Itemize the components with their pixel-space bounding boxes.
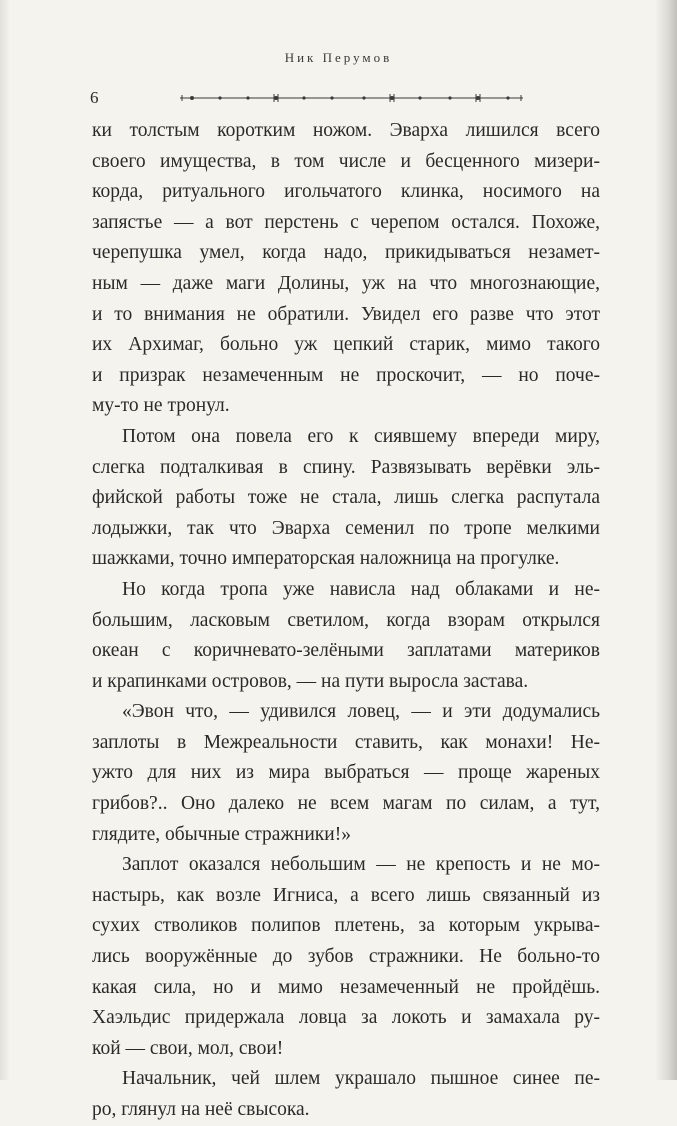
text-line: своего имущества, в том числе и бесценного мизери- bbox=[92, 150, 600, 172]
text-line: корда, ритуального игольчатого клинка, носимого на bbox=[92, 181, 600, 203]
text-line: Но когда тропа уже нависла над облаками и не- bbox=[122, 578, 600, 600]
text-line: их Архимаг, больно уж цепкий старик, мимо такого bbox=[92, 334, 600, 356]
text-line: Хаэльдис придержала ловца за локоть и замахала ру- bbox=[92, 1007, 600, 1029]
text-line: шажками, точно императорская наложница на прогулке. bbox=[92, 548, 560, 570]
running-head-author: Ник Перумов bbox=[284, 50, 393, 65]
text-line: и то внимания не обратили. Увидел его разве что этот bbox=[92, 303, 600, 325]
text-line: настырь, как возле Игниса, а всего лишь связанный из bbox=[92, 884, 600, 906]
text-line: ным — даже маги Долины, уж на что многознающие, bbox=[92, 272, 600, 294]
text-line: какая сила, но и мимо незамеченный не пройдёшь. bbox=[92, 976, 600, 998]
text-line: Начальник, чей шлем украшало пышное синее пе- bbox=[122, 1068, 600, 1090]
text-line: запястье — а вот перстень с черепом остался. Похоже, bbox=[92, 211, 600, 233]
text-line: лодыжки, так что Эварха семенил по тропе мелкими bbox=[92, 517, 600, 539]
text-line: черепушка умел, когда надо, прикидываться незамет- bbox=[92, 242, 600, 264]
paragraph bbox=[92, 850, 600, 1064]
text-line: фийской работы тоже не стала, лишь слегка распутала bbox=[92, 487, 600, 509]
text-line: ужто для них из мира выбраться — проще жареных bbox=[92, 762, 600, 784]
paragraph bbox=[92, 116, 600, 422]
text-line: му-то не тронул. bbox=[92, 395, 230, 417]
paragraph bbox=[92, 422, 600, 575]
paragraph bbox=[92, 697, 600, 850]
page-edge-right bbox=[655, 0, 677, 1080]
text-line: «Эвон что, — удивился ловец, — и эти додумались bbox=[122, 701, 600, 723]
text-line: Потом она повела его к сиявшему впереди миру, bbox=[122, 425, 600, 447]
paragraph bbox=[92, 1064, 600, 1125]
text-line: и крапинками островов, — на пути выросла застава. bbox=[92, 670, 529, 692]
page-edge-left bbox=[0, 0, 10, 1080]
text-line: слегка подталкивая в спину. Развязывать верёвки эль- bbox=[92, 456, 600, 478]
text-line: сухих стволиков полипов плетень, за которым укрыва- bbox=[92, 915, 600, 937]
text-line: глядите, обычные стражники!» bbox=[92, 823, 351, 845]
text-line: и призрак незамеченным не проскочит, — но поче- bbox=[92, 364, 600, 386]
text-line: большим, ласковым светилом, когда взорам открылся bbox=[92, 609, 600, 631]
text-line: океан с коричневато-зелёными заплатами материков bbox=[92, 640, 600, 662]
text-line: кой — свои, мол, свои! bbox=[92, 1037, 284, 1059]
text-line: заплоты в Межреальности ставить, как монахи! Не- bbox=[92, 731, 600, 753]
text-line: лись вооружённые до зубов стражники. Не больно-то bbox=[92, 946, 600, 968]
paragraph bbox=[92, 575, 600, 697]
text-line: ро, глянул на неё свысока. bbox=[92, 1099, 310, 1120]
text-line: ки толстым коротким ножом. Эварха лишился всего bbox=[92, 120, 600, 141]
body-text bbox=[92, 116, 600, 1126]
text-line: Заплот оказался небольшим — не крепость и не мо- bbox=[122, 854, 600, 876]
text-line: грибов?.. Оно далеко не всем магам по силам, а тут, bbox=[92, 793, 600, 815]
header-ornament-rule bbox=[178, 92, 525, 104]
page-number: 6 bbox=[90, 88, 99, 107]
